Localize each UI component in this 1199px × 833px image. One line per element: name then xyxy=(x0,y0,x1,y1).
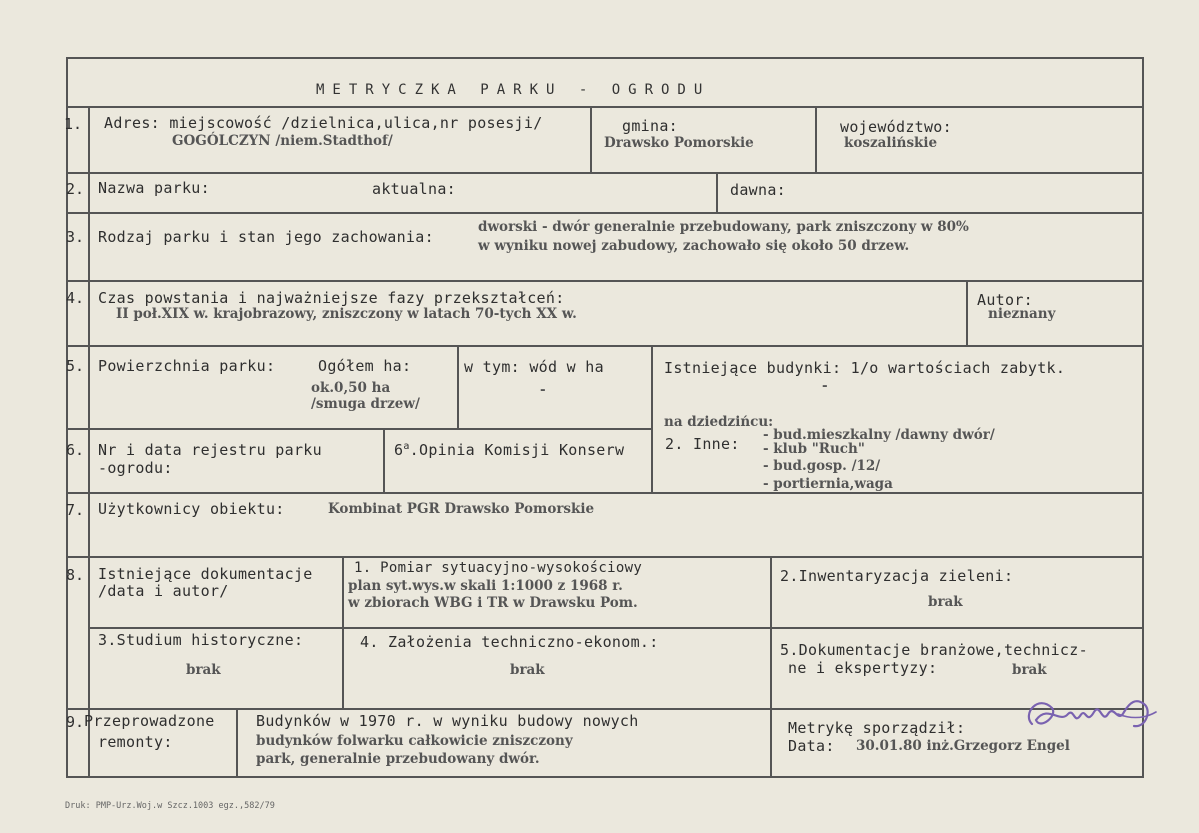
cell-divider xyxy=(815,106,817,172)
row-divider xyxy=(66,212,1144,214)
address-label: Adres: miejscowość /dzielnica,ulica,nr posesji/ xyxy=(104,114,543,132)
other-building-item: - bud.mieszkalny /dawny dwór/ xyxy=(763,427,995,443)
greenery-inventory-value: brak xyxy=(928,594,963,610)
row-divider xyxy=(66,492,1144,494)
cell-divider xyxy=(236,708,238,776)
area-label: Powierzchnia parku: xyxy=(98,357,276,375)
renovations-label: Przeprowadzone xyxy=(84,712,215,730)
row-divider xyxy=(66,106,1144,108)
voivodeship-value: koszalińskie xyxy=(844,135,938,151)
cell-divider xyxy=(770,708,772,776)
frame-right-line xyxy=(1142,57,1144,777)
existing-buildings-value: - xyxy=(822,378,828,394)
survey-value-line2: plan syt.wys.w skali 1:1000 z 1968 r. xyxy=(348,578,623,594)
creation-time-value: II poł.XIX w. krajobrazowy, zniszczony w latach 70-tych XX w. xyxy=(116,306,577,322)
row-number: 3. xyxy=(66,228,85,246)
greenery-inventory-label: 2.Inwentaryzacja zieleni: xyxy=(780,567,1014,585)
row-number: 1. xyxy=(64,115,83,133)
row-divider xyxy=(66,556,1144,558)
row-divider xyxy=(66,428,652,430)
signature xyxy=(1018,684,1168,744)
survey-title: 1. Pomiar sytuacyjno-wysokościowy xyxy=(354,560,643,576)
voivodeship-label: województwo: xyxy=(840,118,952,136)
cell-divider xyxy=(457,345,459,428)
address-value: GOGÓLCZYN /niem.Stadthof/ xyxy=(172,133,393,149)
branch-docs-label-cont: ne i ekspertyzy: xyxy=(788,659,938,677)
total-area-value: ok.0,50 ha xyxy=(311,380,391,396)
row-number: 5. xyxy=(66,357,85,375)
row-number: 7. xyxy=(66,501,85,519)
total-area-label: Ogółem ha: xyxy=(318,357,412,375)
registry-label: Nr i data rejestru parku xyxy=(98,441,322,459)
water-area-value: - xyxy=(540,382,546,398)
renovations-label-cont: remonty: xyxy=(98,733,173,751)
cell-divider xyxy=(716,172,718,212)
renovations-value-line2: budynków folwarku całkowicie zniszczony xyxy=(256,733,573,749)
other-building-item: - portiernia,waga xyxy=(763,476,893,492)
number-column-line xyxy=(88,106,90,776)
branch-docs-value: brak xyxy=(1012,662,1047,678)
row-divider xyxy=(66,776,1144,778)
park-type-label: Rodzaj parku i stan jego zachowania: xyxy=(98,228,434,246)
registry-label-cont: -ogrodu: xyxy=(98,459,173,477)
row-number: 2. xyxy=(66,180,85,198)
gmina-label: gmina: xyxy=(622,117,678,135)
park-name-label: Nazwa parku: xyxy=(98,179,210,197)
date-label: Data: xyxy=(788,737,835,755)
row-number: 6. xyxy=(66,441,85,459)
row-number: 4. xyxy=(66,289,85,307)
row-number: 9. xyxy=(66,713,85,731)
courtyard-label: na dziedzińcu: xyxy=(664,414,774,430)
form-title: METRYCZKA PARKU - OGRODU xyxy=(316,82,711,98)
row-divider xyxy=(88,627,1144,629)
renovations-value-line3: park, generalnie przebudowany dwór. xyxy=(256,751,540,767)
row-divider xyxy=(66,345,1144,347)
other-buildings-label: 2. Inne: xyxy=(665,435,740,453)
other-building-item: - bud.gosp. /12/ xyxy=(763,458,881,474)
total-area-note: /smuga drzew/ xyxy=(311,396,420,412)
row-divider xyxy=(66,708,1144,710)
row-number: 8. xyxy=(66,566,85,584)
author-value: nieznany xyxy=(988,306,1056,322)
row-divider xyxy=(66,172,1144,174)
documentation-label-cont: /data i autor/ xyxy=(98,582,229,600)
frame-top-line xyxy=(66,57,1144,59)
cell-divider xyxy=(966,280,968,345)
park-type-value-line1: dworski - dwór generalnie przebudowany, park zniszczony w 80% xyxy=(478,219,969,235)
creation-time-label: Czas powstania i najważniejsze fazy przekształceń: xyxy=(98,289,565,307)
park-type-value-line2: w wyniku nowej zabudowy, zachowało się około 50 drzew. xyxy=(478,238,910,254)
cell-divider xyxy=(651,345,653,492)
opinion-text: .Opinia Komisji Konserw xyxy=(409,441,625,459)
row-divider xyxy=(66,280,1144,282)
current-name-label: aktualna: xyxy=(372,180,456,198)
water-area-label: w tym: wód w ha xyxy=(464,358,604,376)
author-label: Autor: xyxy=(977,291,1033,309)
conservator-opinion-label xyxy=(394,441,648,459)
cell-divider xyxy=(342,556,344,708)
historical-study-value: brak xyxy=(186,662,221,678)
other-building-item: - klub "Ruch" xyxy=(763,441,865,457)
users-value: Kombinat PGR Drawsko Pomorskie xyxy=(328,501,595,517)
date-value: 30.01.80 inż.Grzegorz Engel xyxy=(856,738,1070,754)
former-name-label: dawna: xyxy=(730,181,786,199)
opinion-number: 6 xyxy=(394,441,404,459)
historical-study-label: 3.Studium historyczne: xyxy=(98,631,304,649)
cell-divider xyxy=(770,556,772,708)
prepared-by-label: Metrykę sporządził: xyxy=(788,719,966,737)
technical-assumptions-label: 4. Założenia techniczno-ekonom.: xyxy=(360,633,659,651)
technical-assumptions-value: brak xyxy=(510,662,545,678)
users-label: Użytkownicy obiektu: xyxy=(98,500,285,518)
renovations-value-line1: Budynków w 1970 r. w wyniku budowy nowych xyxy=(256,712,639,730)
branch-docs-label: 5.Dokumentacje branżowe,technicz- xyxy=(780,641,1088,659)
survey-value-line3: w zbiorach WBG i TR w Drawsku Pom. xyxy=(348,595,638,611)
documentation-label: Istniejące dokumentacje xyxy=(98,565,313,583)
existing-buildings-label: Istniejące budynki: 1/o wartościach zabytk. xyxy=(664,359,1066,377)
print-footer: Druk: PMP-Urz.Woj.w Szcz.1003 egz.,582/79 xyxy=(65,801,275,811)
frame-left-line xyxy=(66,57,68,777)
gmina-value: Drawsko Pomorskie xyxy=(604,135,754,151)
cell-divider xyxy=(590,106,592,172)
opinion-superscript: a xyxy=(403,441,410,452)
cell-divider xyxy=(383,428,385,492)
